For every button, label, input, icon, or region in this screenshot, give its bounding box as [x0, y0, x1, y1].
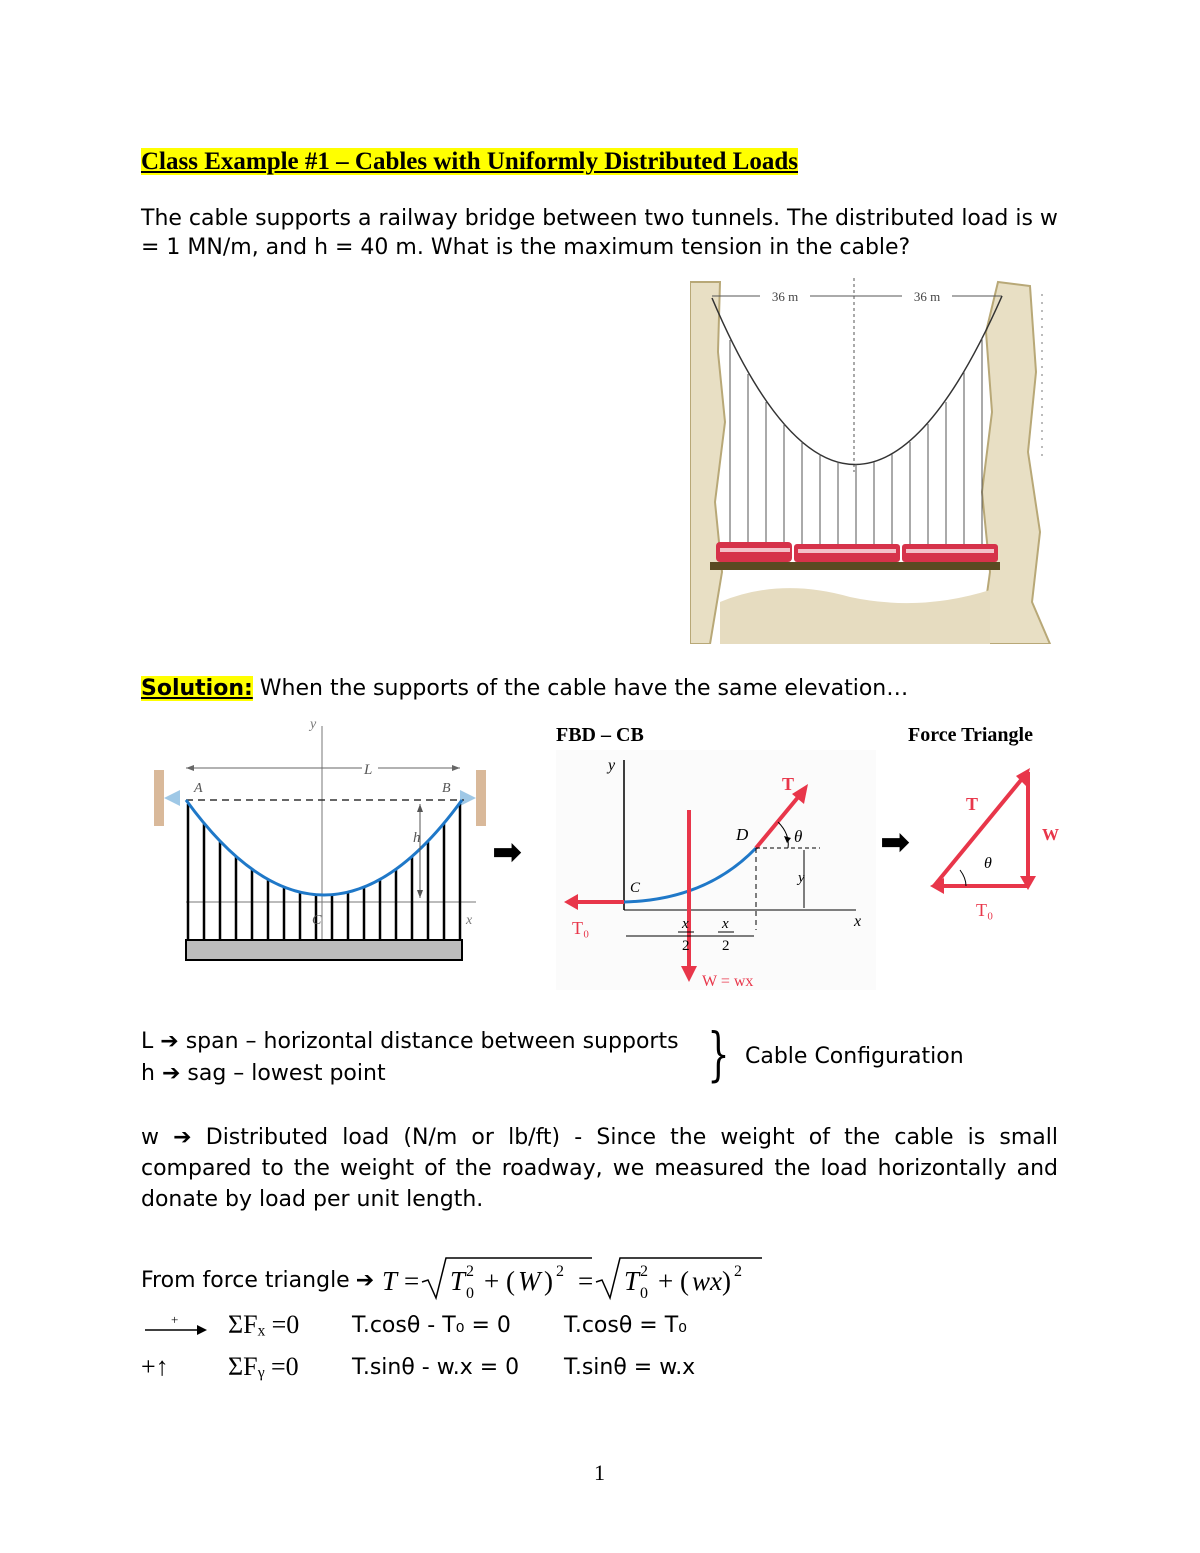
svg-text:+ (: + (	[658, 1266, 690, 1296]
fbd-y-label: y	[608, 757, 616, 774]
svg-text:=: =	[578, 1266, 594, 1296]
arrow-right-icon: ➔	[355, 1267, 375, 1293]
eq-fy-1: T.sinθ - w.x = 0	[352, 1355, 520, 1380]
svg-text:wx: wx	[692, 1266, 723, 1296]
svg-text:2: 2	[466, 1263, 475, 1280]
main-cable	[712, 296, 1002, 465]
arrow-right-icon: ➔	[173, 1125, 192, 1150]
support-right	[476, 770, 486, 826]
triangle-T0-label: T₀	[976, 900, 994, 920]
span-right-label: 36 m	[913, 289, 941, 304]
svg-text:+: +	[171, 1312, 179, 1327]
pin-right	[460, 790, 476, 806]
eq-fx-2: T.cosθ = T₀	[564, 1313, 687, 1338]
eq-fy-2: T.sinθ = w.x	[564, 1355, 696, 1380]
definition-L	[141, 1026, 679, 1058]
bridge-illustration	[690, 272, 1070, 644]
L-label: L	[364, 762, 373, 778]
svg-text:2: 2	[640, 1263, 649, 1280]
sum-fx: ΣFₓ =0	[228, 1310, 300, 1339]
fbd-point-D: D	[736, 825, 749, 844]
svg-text:T: T	[450, 1266, 466, 1296]
right-brace-icon: }	[707, 1020, 730, 1088]
definition-L-text: span – horizontal distance between supports	[185, 1029, 679, 1054]
svg-text:): )	[722, 1266, 732, 1296]
w-definition	[141, 1122, 1058, 1215]
h-label: h	[413, 830, 421, 846]
problem-line-1: The cable supports a railway bridge between two tunnels. The distributed load is w	[141, 206, 1058, 231]
definition-h-text: sag – lowest point	[187, 1061, 386, 1086]
w-def-text-1: Distributed load (N/m or lb/ft) - Since the weight of the cable is small	[205, 1125, 1059, 1150]
force-triangle-equation	[141, 1252, 772, 1308]
y-axis-label: y	[310, 717, 317, 732]
ground	[720, 588, 990, 644]
eq-fx-1: T.cosθ - T₀ = 0	[352, 1313, 511, 1338]
title-text: Class Example #1 – Cables with Uniformly Distributed Loads	[141, 148, 798, 175]
support-left	[154, 770, 164, 826]
point-A-label: A	[194, 781, 203, 796]
svg-text:): )	[544, 1266, 554, 1296]
sum-fy: ΣFᵧ =0	[228, 1352, 299, 1381]
definition-L-key: L	[141, 1029, 154, 1054]
fbd-x-half-a: x	[682, 916, 689, 932]
triangle-theta: θ	[984, 855, 992, 872]
train	[716, 542, 998, 562]
arrow-right-icon: ➔	[161, 1061, 181, 1086]
x-axis-label: x	[466, 913, 473, 928]
fbd-figure	[556, 750, 876, 990]
w-key: w	[141, 1125, 159, 1150]
svg-text:T: T	[624, 1266, 640, 1296]
fbd-theta: θ	[794, 827, 803, 846]
problem-line-2: = 1 MN/m, and h = 40 m. What is the maximum tension in the cable?	[141, 235, 911, 260]
left-tunnel-wall	[690, 282, 725, 644]
cable	[186, 800, 462, 895]
pin-left	[164, 790, 180, 806]
solution-label: Solution:	[141, 676, 253, 701]
definitions	[141, 1026, 679, 1090]
svg-text:0: 0	[640, 1285, 649, 1302]
right-arrow-icon: ➡	[492, 832, 523, 873]
bridge-deck	[710, 562, 1000, 570]
fbd-x-label: x	[854, 913, 862, 930]
fbd-two-b: 2	[722, 938, 730, 954]
svg-text:=: =	[404, 1266, 420, 1296]
fbd-x-half-b: x	[722, 916, 729, 932]
w-def-line-2: compared to the weight of the roadway, we measured the load horizontally and	[141, 1156, 1058, 1181]
definition-h	[141, 1058, 679, 1090]
triangle-title: Force Triangle	[908, 724, 1033, 746]
problem-statement	[141, 206, 1061, 260]
svg-text:+ (: + (	[484, 1266, 516, 1296]
hangers	[730, 338, 982, 562]
point-B-label: B	[442, 781, 451, 796]
span-left-label: 36 m	[771, 289, 799, 304]
fbd-T0-label: T₀	[572, 918, 590, 938]
cable-figure	[150, 712, 490, 964]
force-triangle-label: From force triangle	[141, 1267, 350, 1293]
triangle-W-label: W	[1042, 825, 1059, 844]
solution-line	[141, 676, 908, 701]
svg-text:2: 2	[556, 1263, 565, 1280]
cable-configuration-label: Cable Configuration	[745, 1044, 964, 1069]
plus-up-arrow-icon: +↑	[141, 1352, 169, 1381]
triangle-T-label: T	[966, 794, 979, 814]
fbd-W-label: W = wx	[702, 973, 754, 990]
triangle-T-side	[934, 774, 1026, 886]
fbd-y-dim: y	[798, 870, 805, 886]
deck	[186, 940, 462, 960]
svg-text:W: W	[518, 1266, 541, 1296]
right-tunnel-wall	[980, 282, 1050, 644]
definition-h-key: h	[141, 1061, 155, 1086]
arrow-right-icon: ➔	[160, 1029, 179, 1054]
plus-right-arrow-icon	[141, 1308, 211, 1342]
page-number: 1	[594, 1460, 605, 1485]
fbd-title: FBD – CB	[556, 724, 644, 746]
point-C-label: C	[312, 913, 322, 928]
fbd-T-label: T	[782, 774, 795, 794]
w-def-line-1	[141, 1122, 1058, 1153]
w-def-line-3: donate by load per unit length.	[141, 1187, 484, 1212]
fbd-point-C: C	[630, 880, 641, 896]
page-title	[141, 146, 798, 178]
svg-text:T: T	[382, 1266, 398, 1296]
force-triangle	[920, 760, 1070, 930]
svg-text:2: 2	[734, 1263, 743, 1280]
hangers	[188, 804, 460, 940]
right-arrow-icon-2: ➡	[880, 822, 911, 863]
svg-text:0: 0	[466, 1285, 475, 1302]
tension-formula	[382, 1252, 772, 1308]
solution-text: When the supports of the cable have the same elevation…	[252, 676, 909, 701]
fbd-two-a: 2	[682, 938, 690, 954]
